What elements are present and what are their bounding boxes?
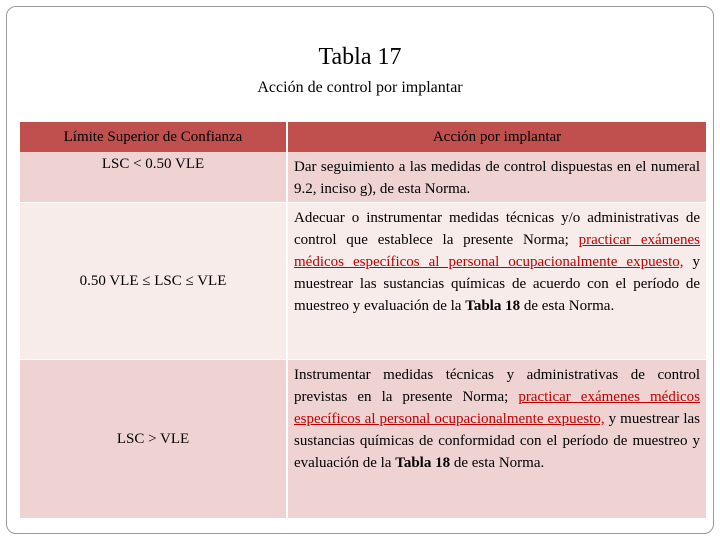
- header-action: Acción por implantar: [288, 122, 706, 152]
- header-limit: Límite Superior de Confianza: [20, 122, 286, 152]
- row-3-limit: LSC > VLE: [116, 430, 190, 447]
- row-3-action-part3: de esta Norma.: [450, 455, 545, 471]
- row-1-limit: LSC < 0.50 VLE: [101, 156, 205, 172]
- row-3-action-cell: [288, 360, 706, 518]
- row-3-action-highlight: practicar exámenes médicos específicos al personal ocupacionalmente expuesto,: [294, 389, 700, 427]
- row-3-action-table-ref: Tabla 18: [395, 455, 451, 471]
- row-2-action-highlight: practicar exámenes médicos específicos al personal ocupacionalmente expuesto,: [294, 232, 700, 270]
- row-2-action-part2: y muestrear las sustancias químicas de acuerdo con el período de muestreo y evaluación de la: [294, 254, 701, 314]
- row-1-action-cell: [288, 152, 706, 202]
- row-2-action-part1: Adecuar o instrumentar medidas técnicas y/o administrativas de control que establece la presente Norma;: [294, 210, 700, 248]
- row-2-action-table-ref: Tabla 18: [465, 298, 521, 314]
- row-3-limit-cell: [20, 360, 286, 518]
- row-2-action-part3: de esta Norma.: [520, 298, 615, 314]
- row-1-limit-cell: [20, 152, 286, 202]
- page-title: Tabla 17: [318, 44, 402, 70]
- row-2-action-cell: [288, 203, 706, 359]
- row-1-action-text: Dar seguimiento a las medidas de control dispuestas en el numeral 9.2, inciso g), de esta Norma.: [294, 159, 700, 197]
- page-subtitle: Acción de control por implantar: [257, 79, 463, 96]
- row-3-action-part1: Instrumentar medidas técnicas y administrativas de control previstas en la presente Norma;: [294, 367, 700, 405]
- row-2-limit: 0.50 VLE ≤ LSC ≤ VLE: [79, 272, 227, 289]
- row-3-action-part2: y muestrear las sustancias químicas de conformidad con el período de muestreo y evaluación de la: [294, 411, 700, 471]
- row-2-limit-cell: [20, 203, 286, 359]
